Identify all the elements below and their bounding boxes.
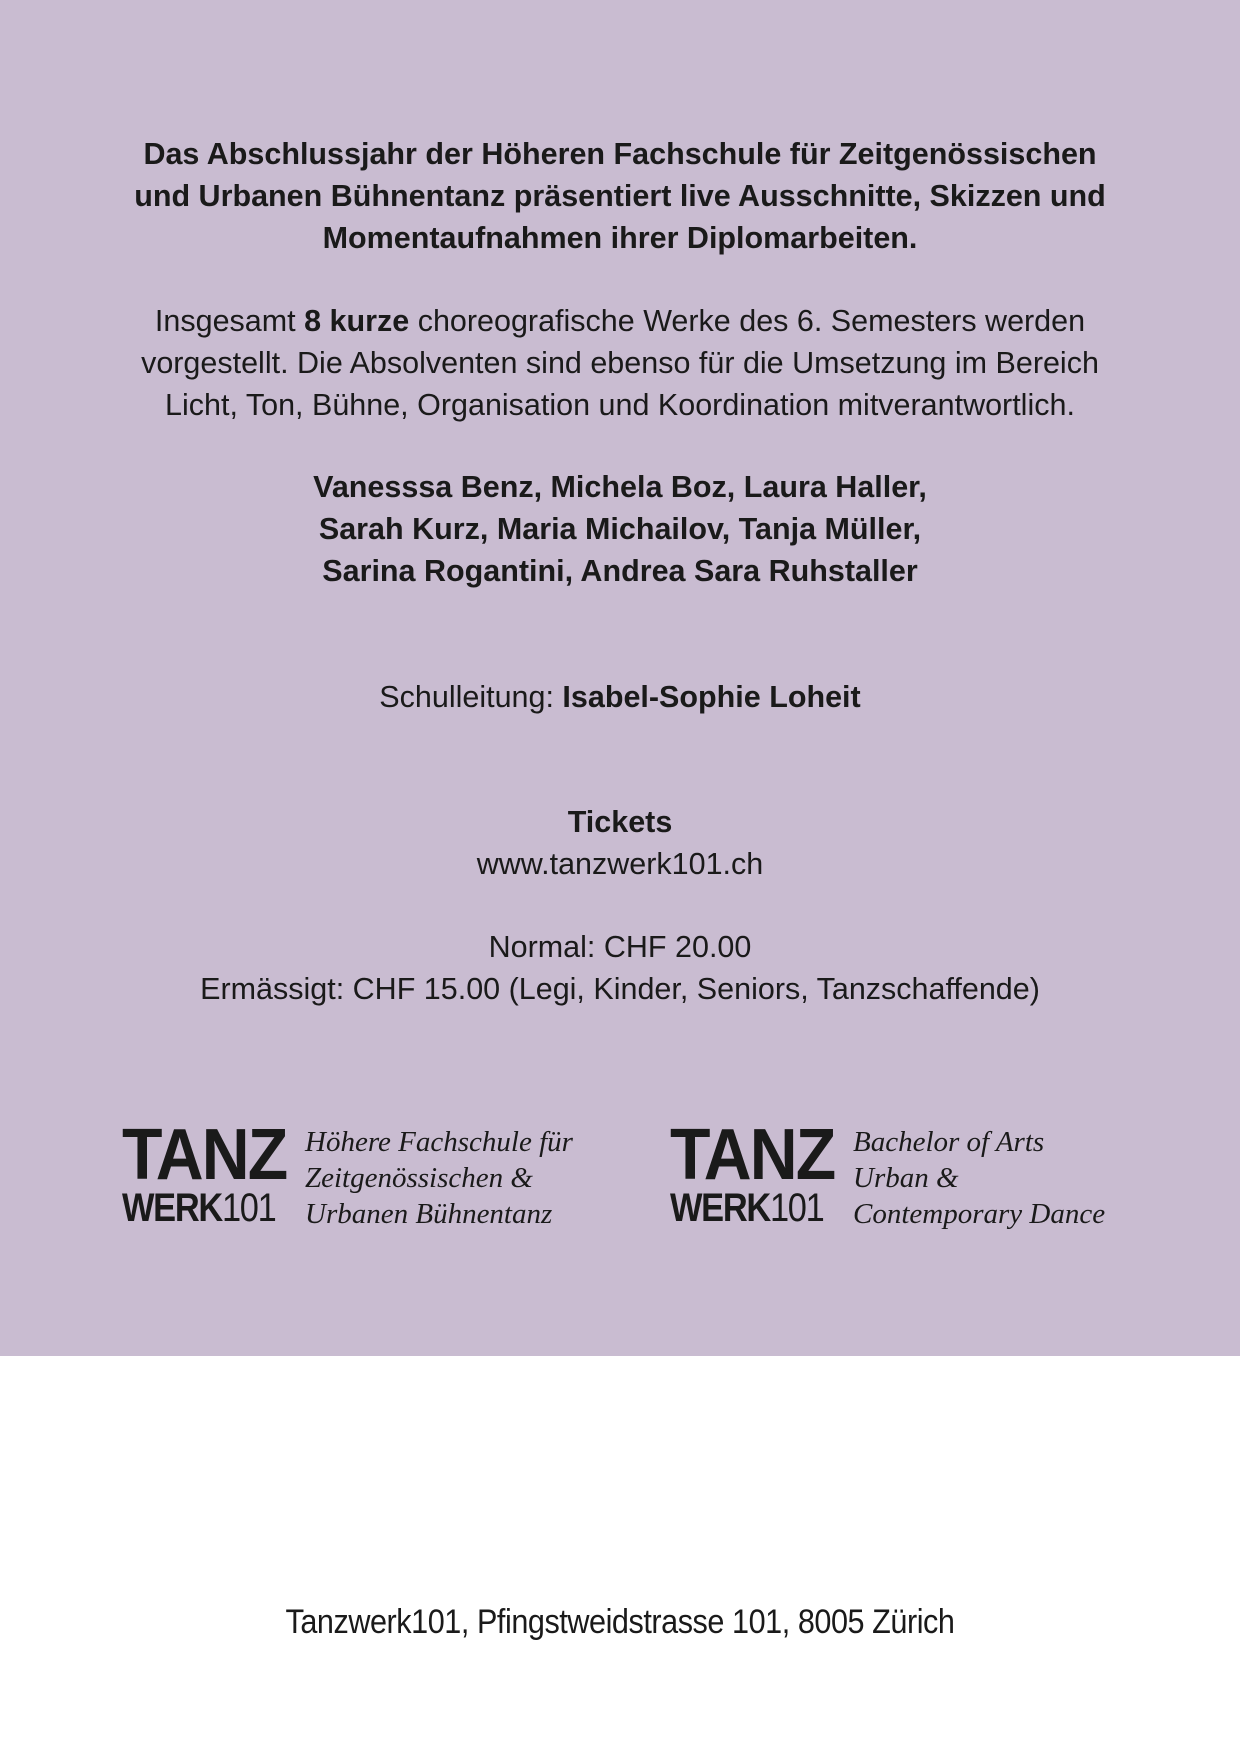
venue-address: Tanzwerk101, Pfingstweidstrasse 101, 8005 Zürich bbox=[285, 1603, 955, 1641]
description-text bbox=[0, 300, 1240, 426]
logo-caption: Höhere Fachschule für Zeitgenössischen & Urbanen Bühnentanz bbox=[305, 1126, 573, 1230]
names-line: Sarina Rogantini, Andrea Sara Ruhstaller bbox=[322, 554, 918, 588]
names-line: Vanesssa Benz, Michela Boz, Laura Haller, bbox=[313, 470, 927, 504]
logo-tanz: TANZ bbox=[670, 1115, 835, 1195]
school-leadership bbox=[0, 676, 1240, 718]
logo-caption: Bachelor of Arts Urban & Contemporary Dance bbox=[853, 1126, 1106, 1230]
intro-line: Momentaufnahmen ihrer Diplomarbeiten. bbox=[322, 221, 918, 255]
description-line: Insgesamt 8 kurze choreografische Werke des 6. Semesters werden bbox=[154, 304, 1086, 338]
logo-werk: WERK101 bbox=[670, 1186, 824, 1230]
leadership-label: Schulleitung: bbox=[379, 680, 563, 714]
ticket-prices bbox=[0, 926, 1240, 1010]
intro-line: und Urbanen Bühnentanz präsentiert live Ausschnitte, Skizzen und bbox=[134, 179, 1106, 213]
intro-text bbox=[0, 133, 1240, 259]
dancer-names bbox=[0, 466, 1240, 592]
logo-tanz: TANZ bbox=[122, 1115, 287, 1195]
price-normal: Normal: CHF 20.00 bbox=[488, 930, 752, 964]
tanzwerk-logo-mark bbox=[670, 1115, 835, 1230]
leadership-name: Isabel-Sophie Loheit bbox=[562, 680, 861, 714]
price-reduced: Ermässigt: CHF 15.00 (Legi, Kinder, Seniors, Tanzschaffende) bbox=[200, 972, 1040, 1006]
logo-werk: WERK101 bbox=[122, 1186, 276, 1230]
tanzwerk-logo-mark bbox=[122, 1115, 287, 1230]
tickets-heading: Tickets bbox=[567, 805, 673, 839]
intro-line: Das Abschlussjahr der Höheren Fachschule für Zeitgenössischen bbox=[143, 137, 1097, 171]
description-line: vorgestellt. Die Absolventen sind ebenso für die Umsetzung im Bereich bbox=[141, 346, 1099, 380]
description-line: Licht, Ton, Bühne, Organisation und Koordination mitverantwortlich. bbox=[165, 388, 1075, 422]
highlight-count: 8 kurze bbox=[304, 304, 410, 338]
tickets-section bbox=[0, 801, 1240, 885]
tickets-url: www.tanzwerk101.ch bbox=[476, 847, 764, 881]
names-line: Sarah Kurz, Maria Michailov, Tanja Müller, bbox=[318, 512, 922, 546]
